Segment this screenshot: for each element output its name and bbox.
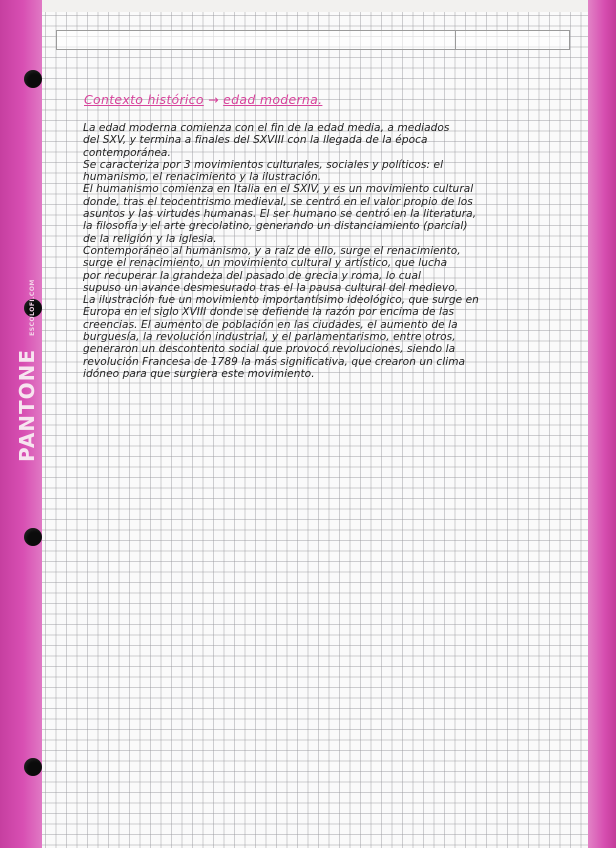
site-watermark-text: ESCOLOFI.COM <box>29 279 36 336</box>
text-line: Se caracteriza por 3 movimientos culturales, sociales y políticos: el <box>83 158 444 171</box>
pantone-brand <box>15 279 39 462</box>
text-line: creencias. El aumento de población en las ciudades, el aumento de la <box>83 318 458 331</box>
text-line: supuso un avance desmesurado tras el la pausa cultural del medievo. <box>83 281 459 294</box>
binder-hole-1 <box>24 70 42 88</box>
text-line: por recuperar la grandeza del pasado de grecia y roma, lo cual <box>83 269 421 282</box>
text-line: Contemporáneo al humanismo, y a raíz de ello, surge el renacimiento, <box>83 244 461 257</box>
arrow-icon: → <box>208 92 219 107</box>
text-line: de la religión y la iglesia. <box>83 232 217 245</box>
text-line: humanismo, el renacimiento y la ilustración. <box>83 171 322 184</box>
header-divider <box>455 31 456 49</box>
binder-hole-4 <box>24 758 42 776</box>
right-page-edge <box>588 0 616 848</box>
text-line: donde, tras el teocentrismo medieval, se centró en el valor propio de los <box>83 195 473 208</box>
text-line: revolución Francesa de 1789 la más significativa, que crearon un clima <box>83 355 466 368</box>
page-title <box>84 92 322 107</box>
text-line: idóneo para que surgiera este movimiento. <box>83 367 315 380</box>
text-line: del SXV, y termina a finales del SXVIII con la llegada de la época <box>83 134 428 147</box>
handwritten-body <box>83 122 538 380</box>
text-line: la filosofía y el arte grecolatino, generando un distanciamiento (parcial) <box>83 220 468 233</box>
title-part-2: edad moderna. <box>223 92 323 107</box>
binder-hole-3 <box>24 528 42 546</box>
text-line: contemporánea. <box>83 146 171 159</box>
text-line: La ilustración fue un movimiento importantísimo ideológico, que surge en <box>83 294 479 307</box>
text-line: asuntos y las virtudes humanas. El ser humano se centró en la literatura, <box>83 208 477 221</box>
header-box <box>56 30 570 50</box>
text-line: surge el renacimiento, un movimiento cultural y artístico, que lucha <box>83 257 448 270</box>
title-part-1: Contexto histórico <box>84 92 204 107</box>
text-line: Europa en el siglo XVIII donde se defiende la razón por encima de las <box>83 306 455 319</box>
text-line: La edad moderna comienza con el fin de la edad media, a mediados <box>83 122 450 134</box>
text-line: El humanismo comienza en Italia en el SXIV, y es un movimiento cultural <box>83 183 474 196</box>
text-line: burguesía, la revolución industrial, y el parlamentarismo, entre otros, <box>83 331 456 344</box>
text-line: generaron un descontento social que provocó revoluciones, siendo la <box>83 343 456 356</box>
pantone-logo-text: PANTONE <box>15 348 39 462</box>
